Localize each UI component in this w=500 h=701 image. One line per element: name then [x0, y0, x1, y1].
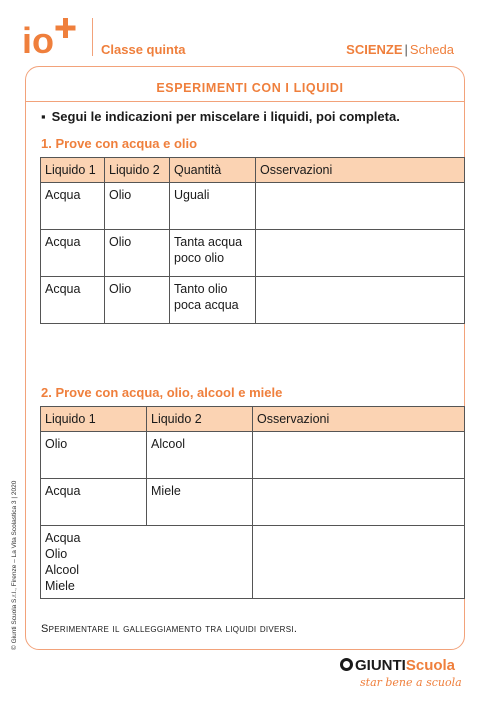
- subject-name: SCIENZE: [346, 42, 403, 57]
- column-header: Osservazioni: [256, 158, 465, 183]
- section2-heading: 2. Prove con acqua, olio, alcool e miele: [41, 385, 283, 400]
- subject-type: Scheda: [409, 42, 454, 57]
- liquid2-cell: Alcool: [147, 432, 253, 479]
- table-row: [41, 277, 465, 324]
- table-row: [41, 526, 465, 599]
- liquid-list-item: Acqua: [45, 531, 81, 545]
- table-row: [41, 432, 465, 479]
- liquid-list-item: Miele: [45, 579, 75, 593]
- column-header: Liquido 1: [41, 407, 147, 432]
- observations-cell[interactable]: [253, 432, 465, 479]
- io-plus-logo: [22, 16, 84, 58]
- observations-cell[interactable]: [256, 277, 465, 324]
- observations-cell[interactable]: [256, 183, 465, 230]
- liquid1-cell: Acqua: [41, 183, 105, 230]
- quantity-cell: [170, 230, 256, 277]
- column-header: Liquido 2: [147, 407, 253, 432]
- instruction-text: Segui le indicazioni per miscelare i liquidi, poi completa.: [51, 109, 400, 124]
- logo-text: io: [22, 20, 54, 58]
- quantity-cell: [170, 183, 256, 230]
- liquid2-cell: Miele: [147, 479, 253, 526]
- quantity-line: Tanta acqua: [174, 235, 243, 249]
- liquid-list-item: Alcool: [45, 563, 80, 577]
- plus-icon-horizontal: [56, 26, 76, 31]
- liquid2-cell: Olio: [105, 183, 170, 230]
- giunti-g-icon: [340, 658, 353, 671]
- table-row: [41, 230, 465, 277]
- square-bullet-icon: ▪: [41, 109, 46, 124]
- liquid1-cell: Acqua: [41, 479, 147, 526]
- publisher-accent: Scuola: [405, 657, 456, 674]
- liquid1-cell: Acqua: [41, 277, 105, 324]
- column-header: Quantità: [170, 158, 256, 183]
- subject-separator: |: [404, 42, 408, 57]
- instruction: [41, 109, 400, 124]
- observations-cell[interactable]: [253, 526, 465, 599]
- table-row: [41, 183, 465, 230]
- quantity-line: Uguali: [174, 188, 210, 202]
- column-header: Osservazioni: [253, 407, 465, 432]
- copyright-notice: © Giunti Scuola S.r.l., Firenze – La Vita Scolastica 3 | 2020: [11, 480, 18, 650]
- column-header: Liquido 1: [41, 158, 105, 183]
- observations-cell[interactable]: [253, 479, 465, 526]
- liquid2-cell: Olio: [105, 277, 170, 324]
- liquid-list-item: Olio: [45, 547, 68, 561]
- table-quattro-liquidi: [40, 406, 465, 599]
- quantity-cell: [170, 277, 256, 324]
- quantity-line: Tanto olio: [174, 282, 228, 296]
- publisher-tagline: star bene a scuola: [360, 676, 462, 689]
- subject-label: [346, 42, 454, 57]
- footer-note: Sperimentare il galleggiamento tra liquidi diversi.: [41, 623, 298, 635]
- class-label: Classe quinta: [101, 42, 186, 57]
- table-row: [41, 479, 465, 526]
- header-divider: [92, 18, 93, 56]
- section1-heading: 1. Prove con acqua e olio: [41, 136, 198, 151]
- column-header: Liquido 2: [105, 158, 170, 183]
- observations-cell[interactable]: [256, 230, 465, 277]
- title-divider: [26, 101, 464, 102]
- liquid2-cell: Olio: [105, 230, 170, 277]
- table-acqua-olio: [40, 157, 465, 324]
- publisher-logo: [340, 657, 455, 674]
- publisher-name: GIUNTI: [355, 657, 406, 674]
- worksheet-title: ESPERIMENTI CON I LIQUIDI: [156, 81, 344, 95]
- liquid1-cell: Olio: [41, 432, 147, 479]
- liquid1-cell: Acqua: [41, 230, 105, 277]
- all-liquids-cell: [41, 526, 253, 599]
- quantity-line: poca acqua: [174, 298, 239, 312]
- quantity-line: poco olio: [174, 251, 225, 265]
